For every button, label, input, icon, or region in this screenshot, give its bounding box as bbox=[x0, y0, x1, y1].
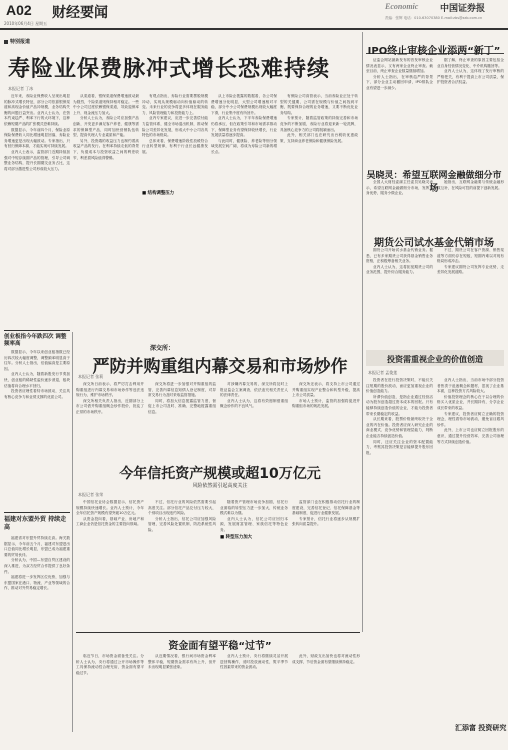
publication-date: 2010年06月4日 星期五 bbox=[4, 21, 48, 26]
ipo-col-1: 证监会网站最新发布的首发审核企业情况表显示，又有两家企业终止审查。截至目前，终止审查企业数量继续增加。 分析人士指出，在审核趋严的背景下，部分企业主动撤回申请，IPO排队企业有望进一步减少。 bbox=[366, 58, 433, 90]
main-story-col-3: 有观点指出，寿险行业需要摆脱规模冲动，实现从规模驱动向价值驱动的转变。未来行业的竞争将更多体现在服务能力、风险管理能力和投资能力上。 业内专家建议，应进一步完善偿付能力监管体系，健全市场退出机制，推动保险公司差异化发展，形成大中小公司各具特色的市场格局。 总体来看，保费增速阶段性放缓符合行业转型规律，有利于行业长远健康发展。 bbox=[142, 94, 208, 154]
main-story-col-5: 有保险公司高管表示，当前寿险业正处于转型的关键期，公司需在规模与价值之间找到平衡，既要保持合理的业务增速，又要不断优化业务结构。 专家预计，随着监管政策的持续完善和市场竞争的不断加剧，寿险行业将迎来新一轮洗牌，具备核心竞争力的公司将脱颖而出。 此外，相关部门也在研究出台税收优惠政策，支持商业养老保险和健康保险发展。 bbox=[280, 94, 358, 143]
fund-rule bbox=[76, 632, 360, 633]
section-title: 财经要闻 bbox=[52, 5, 108, 21]
sidebar-rule-2 bbox=[4, 512, 70, 513]
sidebar-story-1: 数据显示，今年以来创业板指数已经历四次较大幅度调整，调整频率明显高于往年。分析人士指出，估值偏高是主要原因。 业内人士认为，随着新股发行节奏加快，创业板的稀缺性溢价逐步消退，板块估值将向合理水平回归。 投资者应理性看待市场波动，关注具有核心竞争力和业绩支撑的优质公司。 bbox=[4, 350, 70, 399]
editor-line: 责编：张辉 电话：010-63070380 E-mail:zbs@zzb.com.cn bbox=[385, 16, 483, 20]
logo-chinese: 中国证券报 bbox=[440, 4, 486, 14]
right-column-divider bbox=[362, 32, 363, 350]
sidebar-divider bbox=[72, 332, 73, 732]
trust-col-2: 不过，信托行业的风险依然需要引起高度关注。部分信托产品兑付压力较大，个别项目出现违约风险。 分析人士指出，信托公司应加强风险管理，完善风险处置机制，防范系统性风险。 bbox=[148, 500, 216, 532]
main2-col-2: 深交所将进一步加强对并购重组的监管，完善内幕信息知情人登记制度，对异常交易行为及时采取监管措施。 同时，将加大信息披露监管力度，督促上市公司及时、准确、完整地披露重组信息。 bbox=[148, 382, 216, 414]
investment-byline: 本报记者 孟俊莲 bbox=[368, 370, 398, 375]
main2-col-3: 对涉嫌内幕交易的，深交所将及时上报证监会立案调查，依法追究相关责任人的法律责任。 业内人士认为，这将有效遏制借重组概念炒作的不良风气。 bbox=[220, 382, 288, 409]
sidebar-headline-2: 福建对东盟外贸 持续走高 bbox=[4, 516, 67, 531]
trust-subhead: ■ 转型压力加大 bbox=[220, 535, 253, 540]
main2-kicker: 深交所： bbox=[150, 345, 175, 352]
page-number: A02 bbox=[6, 2, 32, 18]
sidebar-headline-1: 创业板指今年跌四次 调整频率高 bbox=[4, 334, 67, 347]
special-report-tag: 特别报道 bbox=[4, 38, 30, 45]
wu-col-1: 全国人大财经委副主任委员吴晓灵表示，希望互联网金融做细分市场，发挥自身优势，服务小微企业。 bbox=[366, 180, 433, 196]
futures-col-2: 不过，期货公司在客户资源、销售渠道等方面仍存在短板，短期内难以对现有格局形成冲击。 专家建议期货公司发挥专业优势，走差异化发展道路。 bbox=[437, 248, 504, 275]
masthead bbox=[0, 0, 508, 30]
sidebar-rule-1 bbox=[4, 330, 70, 331]
trust-headline: 今年信托资产规模或超10万亿元 bbox=[119, 466, 321, 482]
main-headline: 寿险业保费脉冲式增长恐难持续 bbox=[8, 57, 331, 82]
fund-col-4: 此外，财政支出加快也将对流动性形成支撑，节后资金面有望继续保持稳定。 bbox=[292, 654, 360, 664]
main-subhead: ■ 结构调整压力 bbox=[142, 191, 175, 196]
trust-col-4: 监管部门也在积极推动信托行业的制度建设，完善信托登记、信托保障基金等基础制度，促进行业健康发展。 专家预计，信托行业将逐步从规模扩张转向质量提升。 bbox=[292, 500, 360, 527]
trust-col-3: 随着资产管理市场竞争加剧，信托行业面临的转型压力进一步加大，传统业务模式难以为继。 业内人士认为，信托公司应回归本源，发展财富管理、家族信托等特色业务。 bbox=[220, 500, 288, 532]
investment-col-1: 投资者在进行投资决策时，不能仅关注短期的股价波动，而应更加重视企业的价值创造能力。 所谓价值创造，是指企业通过经营活动为股东创造超过资本成本的回报。只有能够持续创造价值的企业，才能为投资者带来长期稳定的收益。 从长期来看，股票价格最终取决于企业的内在价值。投资者应深入研究企业的商业模式、竞争优势和管理层能力，判断企业能否持续创造价值。 同时，还应关注企业的资本配置能力，考察其投资决策是否能够提升股东回报。 bbox=[366, 378, 433, 455]
fund-col-3: 业内人士预计，央行将继续灵活开展逆回购操作，适时投放流动性，熨平季节性因素带来的资金波动。 bbox=[220, 654, 288, 670]
main2-headline: 严防并购重组内幕交易和市场炒作 bbox=[92, 357, 348, 377]
main2-col-1: 深交所日前表示，将严厉打击利用并购重组进行内幕交易和市场炒作等违法违规行为，维护市场秩序。 深交所相关负责人指出，近期部分上市公司借并购重组概念炒作股价，扰乱了正常的市场秩序。 bbox=[76, 382, 144, 414]
investment-col-2: 业内人士指出，当前市场中部分投资者热衷于追逐概念和题材，忽视了企业基本面，这种投资方式风险较大。 价值投资理念的核心在于以合理的价格买入优质企业，并长期持有，分享企业成长带来的收益。 专家建议，投资者应树立正确的投资理念，理性看待市场波动，避免盲目跟风炒作。 此外，上市公司也应树立回报股东的意识，通过提升经营效率、完善公司治理等方式持续创造价值。 bbox=[437, 378, 504, 444]
main-byline: 本报记者 丁冰 bbox=[8, 86, 34, 91]
right-lower-divider bbox=[362, 350, 363, 632]
main-story-col-4: 从上市险企披露的数据看，各公司保费增速分化明显，大型公司增速相对平稳，部分中小公司保费规模出现较大幅度下滑，行业集中度有所回升。 业内人士认为，下半年寿险保费增速仍将承压，但在政策引导和市场需求推动下，保障型业务有望保持较快增长，行业发展质量将逐步提高。 与此同时，健康险、养老险等细分领域发展空间广阔，将成为寿险公司新的增长点。 bbox=[211, 94, 277, 154]
trust-subheadline: 风险依然需引起高度关注 bbox=[192, 483, 248, 489]
futures-headline: 期货公司试水基金代销市场 bbox=[374, 238, 494, 249]
fund-col-2: 从近期情况看，银行间市场资金利率整体平稳，短期资金需求有所上升，但并未出现明显紧张迹象。 bbox=[148, 654, 216, 670]
ipo-headline: IPO终止审核企业添两“新丁” bbox=[367, 46, 501, 57]
trust-col-1: 中国信托业协会数据显示，信托资产规模持续快速增长。业内人士预计，今年全年信托资产规模有望突破10万亿元。 从资金投向看，基础产业、房地产和工商企业仍是信托资金的主要投向领域。 bbox=[76, 500, 144, 527]
trust-byline: 本报记者 张荣 bbox=[78, 492, 104, 497]
square-bullet-icon bbox=[4, 40, 8, 44]
fund-col-1: 临近节日，市场资金面备受关注。分析人士认为，央行将通过公开市场操作等工具保持流动性合理充裕，资金面有望平稳过节。 bbox=[76, 654, 144, 675]
fund-headline: 资金面有望平稳“过节” bbox=[168, 641, 272, 652]
wu-headline: 吴晓灵：希望互联网金融做细分市场 bbox=[366, 171, 502, 194]
main-story-col-1: 近年来，寿险业保费收入呈现出明显的脉冲式增长特征，部分公司依靠银保渠道和高现金价值产品冲规模，业务结构失衡的问题日益突出。业内人士认为，在资本约束趋严、利率下行的大环境下，这种依赖短期产品的扩张模式恐难持续。 数据显示，今年前四个月，保险业原保险保费收入同比增速明显回落，寿险业务增速更是出现大幅波动。专家指出，只有回归保障本源，才能实现可持续发展。 业内人士表示，监管部门近期持续加强对中短存续期产品的管理，引导公司调整业务结构，提升长期期交业务占比，这将对部分激进型公司形成较大压力。 bbox=[4, 94, 70, 171]
ipo-col-2: 据了解，终止审查的原因主要包括企业自身经营情况变化、中介机构撤回等。 业内人士认为，这体现了发行审核的严格把关，有利于提高上市公司质量，保护投资者合法权益。 bbox=[437, 58, 504, 85]
futures-col-1: 期货公司开始试水基金代销业务。据悉，已有多家期货公司获得基金销售业务资格，正积极筹备相关业务。 业内人士认为，这将拓宽期货公司的业务范围，提升综合服务能力。 bbox=[366, 248, 433, 275]
main2-col-4: 深交所还表示，将支持上市公司通过并购重组实现产业整合和转型升级，提高上市公司质量。 市场人士预计，监管的加强将促进并购重组市场的规范发展。 bbox=[292, 382, 360, 409]
wu-col-2: 她指出，互联网金融要与传统金融形成互补，在风险可控的前提下创新发展。 bbox=[437, 180, 504, 190]
main2-byline: 本报记者 张莉 bbox=[78, 374, 104, 379]
corner-ad-text: 汇添富 投资研究 bbox=[455, 724, 507, 732]
logo-english: Economic bbox=[385, 2, 419, 11]
sidebar-story-2: 福建省对东盟外贸持续走高。海关数据显示，今年前五个月，福建对东盟进出口总值同比增长明显，东盟已成为福建重要的贸易伙伴。 分析认为，中国—东盟自贸区建设的深入推进，为双方经贸合作提供了良好条件。 福建将进一步发挥区位优势，加强与东盟国家在港口、物流、产业等领域的合作，推动对外贸易稳定增长。 bbox=[4, 536, 70, 591]
main-story-col-2: 从渠道看，银保渠道保费增速波动最为剧烈，个险渠道则保持相对稳定。一些中小公司过度依赖银保渠道，导致退保率上升、现金流压力加大。 分析人士认为，寿险公司应加强产品创新，开发更多满足客户养老、健康等需求的保障型产品，同时加快营销队伍转型，提高代理人专业素质和产能。 另外，投资端的收益压力也制约着高收益产品的发行。在利率持续走低的背景下，负债成本与投资收益之间的利差收窄，利差损风险值得警惕。 bbox=[73, 94, 139, 160]
investment-headline: 投资需重视企业的价值创造 bbox=[387, 355, 483, 364]
